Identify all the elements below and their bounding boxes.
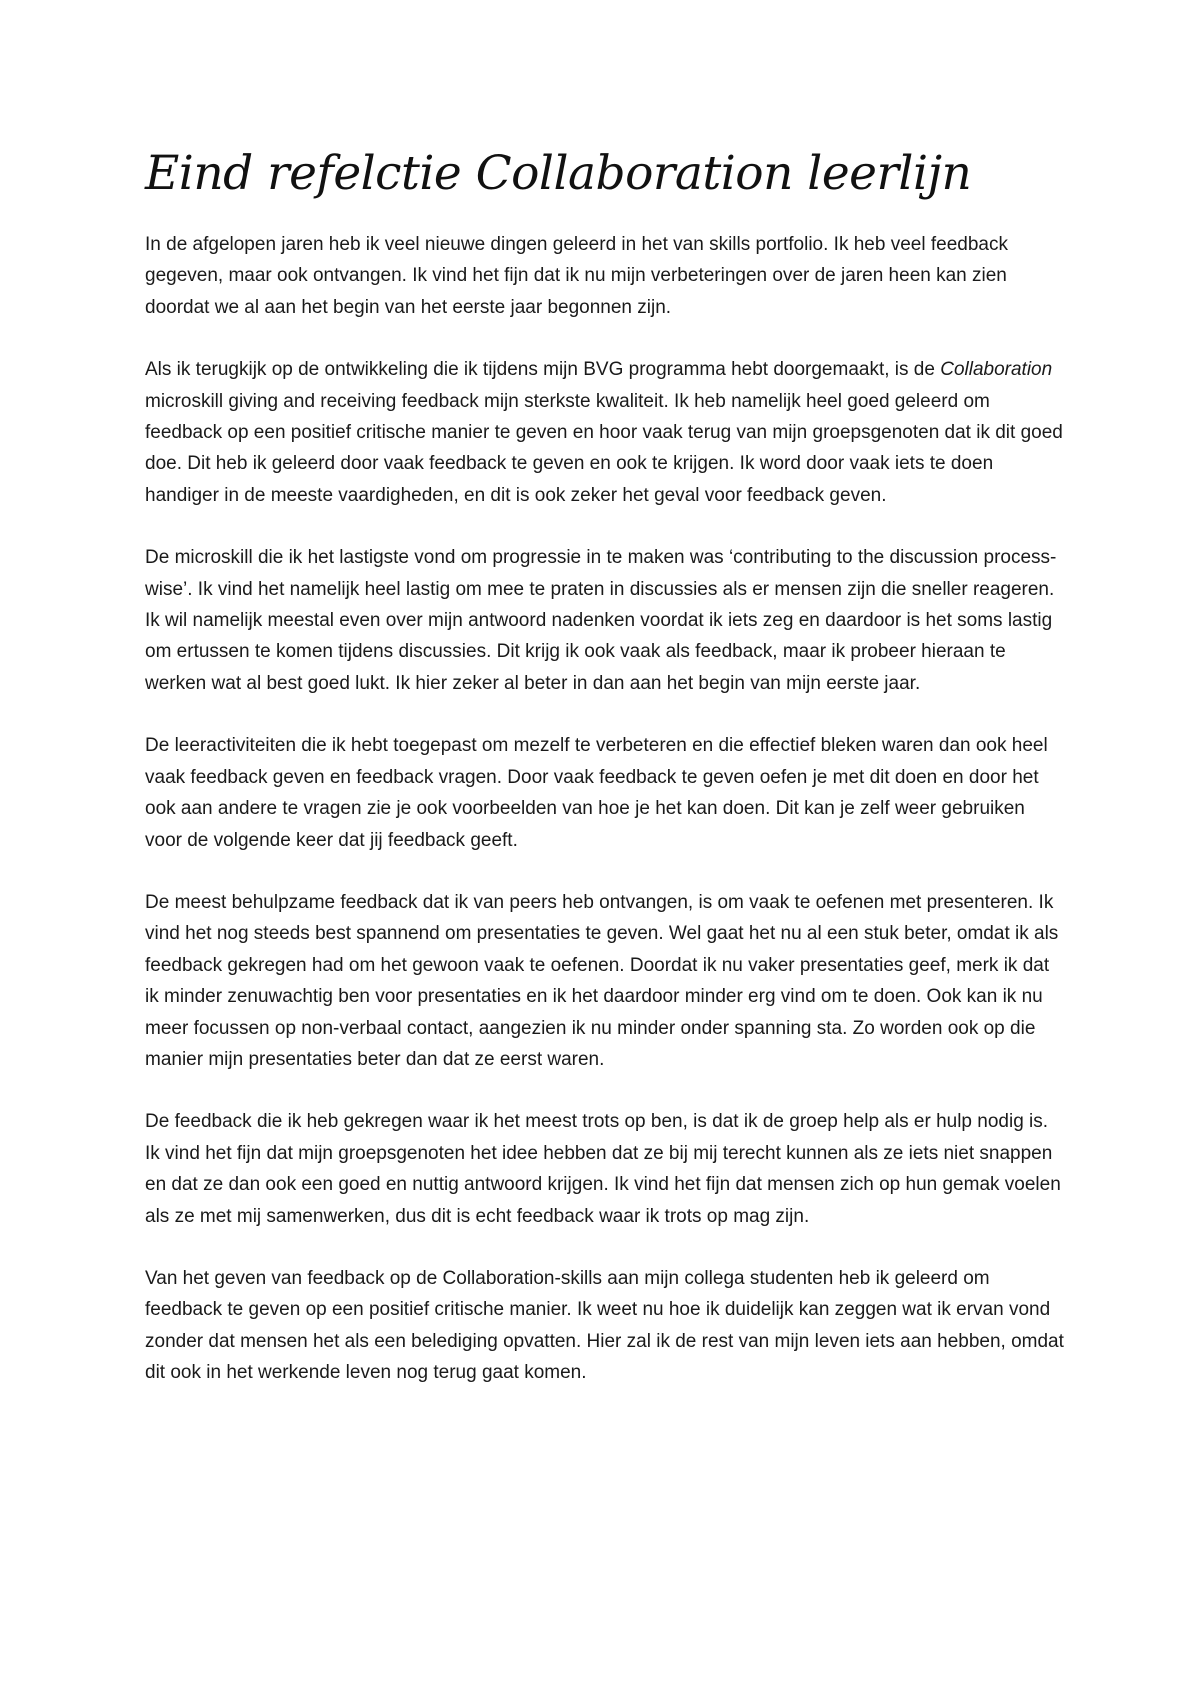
paragraph-giving-feedback: Van het geven van feedback op de Collaboration-skills aan mijn collega studenten heb ik geleerd om feedback te geven op een positief critische manier. Ik weet nu hoe ik duidelijk kan zeggen wat ik ervan vond zonder dat mensen het als een belediging opvatten. Hier zal ik de rest van mijn leven iets aan hebben, omdat dit ook in het werkende leven nog terug gaat komen. bbox=[145, 1267, 1064, 1384]
paragraph-learning-activities: De leeractiviteiten die ik hebt toegepast om mezelf te verbeteren en die effectief bleken waren dan ook heel vaak feedback geven en feedback vragen. Door vaak feedback te geven oefen je met dit doen en door het ook aan andere te vragen zie je ook voorbeelden van hoe je het kan doen. Dit kan je zelf weer gebruiken voor de volgende keer dat jij feedback geeft. bbox=[145, 735, 1048, 851]
paragraph-intro: In de afgelopen jaren heb ik veel nieuwe dingen geleerd in het van skills portfolio. Ik heb veel feedback gegeven, maar ook ontvangen. Ik vind het fijn dat ik nu mijn verbeteringen over de jaren heen kan zien doordat we al aan het begin van het eerste jaar begonnen zijn. bbox=[145, 234, 1008, 318]
document-body bbox=[145, 145, 1065, 1420]
paragraph-text-segment: Als ik terugkijk op de ontwikkeling die ik tijdens mijn BVG programma hebt doorgemaakt, is de bbox=[145, 359, 941, 381]
document-title: Eind refelctie Collaboration leerlijn bbox=[145, 146, 972, 201]
italic-term: Collaboration bbox=[940, 359, 1053, 381]
paragraph-strongest-skill bbox=[145, 354, 1065, 511]
paragraph-text-segment: microskill giving and receiving feedback mijn sterkste kwaliteit. Ik heb namelijk heel goed geleerd om feedback op een positief critische manier te geven en hoor vaak terug van mijn groepsgenoten dat ik dit goed doe. Dit heb ik geleerd door vaak feedback te geven en ook te krijgen. Ik word door vaak iets te doen handiger in de meeste vaardigheden, en dit is ook zeker het geval voor feedback geven. bbox=[145, 390, 1063, 506]
paragraph-proud-feedback: De feedback die ik heb gekregen waar ik het meest trots op ben, is dat ik de groep help als er hulp nodig is. Ik vind het fijn dat mijn groepsgenoten het idee hebben dat ze bij mij terecht kunnen als ze iets niet snappen en dat ze dan ook een goed en nuttig antwoord krijgen. Ik vind het fijn dat mensen zich op hun gemak voelen als ze met mij samenwerken, dus dit is echt feedback waar ik trots op mag zijn. bbox=[145, 1111, 1061, 1227]
paragraph-hardest-skill: De microskill die ik het lastigste vond om progressie in te maken was ‘contributing to the discussion process-wise’. Ik vind het namelijk heel lastig om mee te praten in discussies als er mensen zijn die sneller reageren. Ik wil namelijk meestal even over mijn antwoord nadenken voordat ik iets zeg en daardoor is het soms lastig om ertussen te komen tijdens discussies. Dit krijg ik ook vaak als feedback, maar ik probeer hieraan te werken wat al best goed lukt. Ik hier zeker al beter in dan aan het begin van mijn eerste jaar. bbox=[145, 547, 1057, 694]
paragraph-helpful-feedback: De meest behulpzame feedback dat ik van peers heb ontvangen, is om vaak te oefenen met presenteren. Ik vind het nog steeds best spannend om presentaties te geven. Wel gaat het nu al een stuk beter, omdat ik als feedback gekregen had om het gewoon vaak te oefenen. Doordat ik nu vaker presentaties geef, merk ik dat ik minder zenuwachtig ben voor presentaties en ik het daardoor minder erg vind om te doen. Ook kan ik nu meer focussen op non-verbaal contact, aangezien ik nu minder onder spanning sta. Zo worden ook op die manier mijn presentaties beter dan dat ze eerst waren. bbox=[145, 891, 1059, 1070]
